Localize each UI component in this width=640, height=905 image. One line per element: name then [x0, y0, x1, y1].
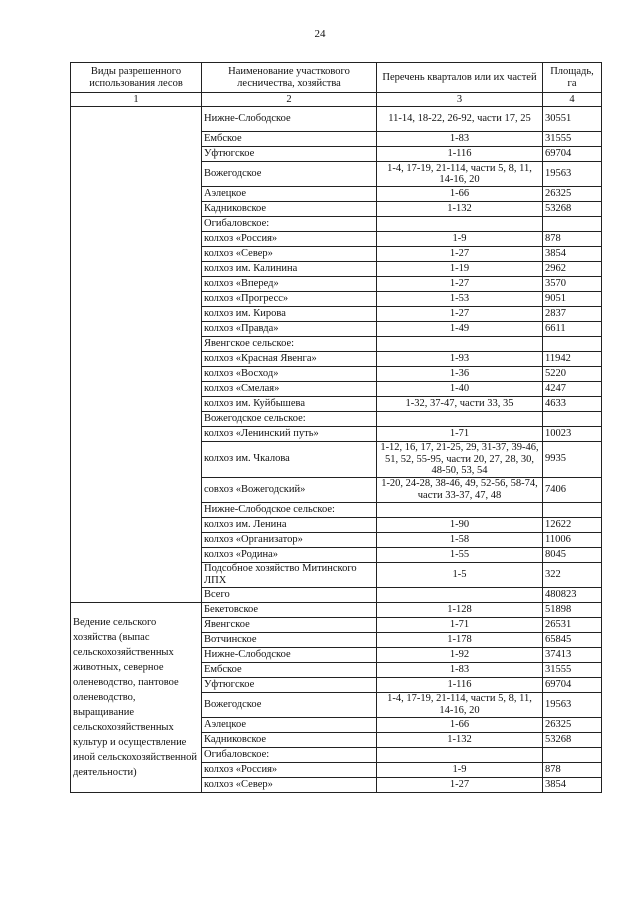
- forest-use-table: [70, 62, 602, 793]
- forestry-name-cell: Огибаловское:: [202, 747, 377, 762]
- forestry-name-cell: колхоз «Ленинский путь»: [202, 427, 377, 442]
- area-cell: 6611: [543, 322, 602, 337]
- forestry-name-cell: Огибаловское:: [202, 217, 377, 232]
- quarters-cell: 1-5: [377, 562, 543, 587]
- quarters-cell: 1-19: [377, 262, 543, 277]
- forestry-name-cell: колхоз «Красная Явенга»: [202, 352, 377, 367]
- forestry-name-cell: Бекетовское: [202, 602, 377, 617]
- area-cell: 9051: [543, 292, 602, 307]
- forestry-name-cell: Кадниковское: [202, 202, 377, 217]
- quarters-cell: 1-27: [377, 277, 543, 292]
- forestry-name-cell: Подсобное хозяйство Митинского ЛПХ: [202, 562, 377, 587]
- quarters-cell: 1-55: [377, 547, 543, 562]
- forestry-name-cell: колхоз «Смелая»: [202, 382, 377, 397]
- forestry-name-cell: колхоз «Россия»: [202, 232, 377, 247]
- forestry-name-cell: Кадниковское: [202, 732, 377, 747]
- quarters-cell: 1-66: [377, 187, 543, 202]
- forestry-name-cell: совхоз «Вожегодский»: [202, 477, 377, 502]
- quarters-cell: 1-93: [377, 352, 543, 367]
- area-cell: 878: [543, 762, 602, 777]
- quarters-cell: 1-71: [377, 427, 543, 442]
- forestry-name-cell: колхоз «Прогресс»: [202, 292, 377, 307]
- quarters-cell: 1-83: [377, 132, 543, 147]
- quarters-cell: 1-4, 17-19, 21-114, части 5, 8, 11, 14-16, 20: [377, 162, 543, 187]
- quarters-cell: 1-27: [377, 777, 543, 792]
- area-cell: 7406: [543, 477, 602, 502]
- area-cell: 69704: [543, 677, 602, 692]
- column-index: 4: [543, 93, 602, 107]
- forestry-name-cell: Вожегодское сельское:: [202, 412, 377, 427]
- quarters-cell: 1-40: [377, 382, 543, 397]
- quarters-cell: 1-58: [377, 532, 543, 547]
- quarters-cell: 1-36: [377, 367, 543, 382]
- area-cell: 37413: [543, 647, 602, 662]
- forestry-name-cell: колхоз «Организатор»: [202, 532, 377, 547]
- forestry-name-cell: Нижне-Слободское: [202, 107, 377, 132]
- forestry-name-cell: колхоз «Вперед»: [202, 277, 377, 292]
- quarters-cell: 1-4, 17-19, 21-114, части 5, 8, 11, 14-16, 20: [377, 692, 543, 717]
- quarters-cell: 1-20, 24-28, 38-46, 49, 52-56, 58-74, части 33-37, 47, 48: [377, 477, 543, 502]
- quarters-cell: 1-27: [377, 307, 543, 322]
- area-cell: 11942: [543, 352, 602, 367]
- column-index: 1: [71, 93, 202, 107]
- forestry-name-cell: Явенгское: [202, 617, 377, 632]
- area-cell: 31555: [543, 662, 602, 677]
- quarters-cell: 11-14, 18-22, 26-92, части 17, 25: [377, 107, 543, 132]
- area-cell: 65845: [543, 632, 602, 647]
- area-cell: 322: [543, 562, 602, 587]
- area-cell: 19563: [543, 692, 602, 717]
- area-cell: 30551: [543, 107, 602, 132]
- area-cell: 53268: [543, 202, 602, 217]
- forestry-name-cell: колхоз им. Кирова: [202, 307, 377, 322]
- forestry-name-cell: Аэлецкое: [202, 717, 377, 732]
- quarters-cell: 1-66: [377, 717, 543, 732]
- area-cell: 53268: [543, 732, 602, 747]
- area-cell: [543, 217, 602, 232]
- forestry-name-cell: Ембское: [202, 132, 377, 147]
- quarters-cell: 1-32, 37-47, части 33, 35: [377, 397, 543, 412]
- area-cell: 3854: [543, 777, 602, 792]
- use-type-cell: [71, 107, 202, 603]
- forestry-name-cell: Вожегодское: [202, 692, 377, 717]
- area-cell: 3854: [543, 247, 602, 262]
- table-row: [71, 602, 602, 617]
- column-index-row: [71, 93, 602, 107]
- area-cell: 69704: [543, 147, 602, 162]
- forestry-name-cell: Нижне-Слободское: [202, 647, 377, 662]
- quarters-cell: [377, 747, 543, 762]
- quarters-cell: 1-49: [377, 322, 543, 337]
- quarters-cell: 1-9: [377, 232, 543, 247]
- area-cell: 26325: [543, 717, 602, 732]
- forestry-name-cell: Уфтюгское: [202, 677, 377, 692]
- area-cell: 878: [543, 232, 602, 247]
- forestry-name-cell: колхоз им. Чкалова: [202, 442, 377, 478]
- forestry-name-cell: колхоз им. Ленина: [202, 517, 377, 532]
- quarters-cell: [377, 502, 543, 517]
- area-cell: [543, 412, 602, 427]
- area-cell: 51898: [543, 602, 602, 617]
- quarters-cell: 1-116: [377, 677, 543, 692]
- forestry-name-cell: колхоз «Север»: [202, 247, 377, 262]
- quarters-cell: [377, 337, 543, 352]
- area-cell: 9935: [543, 442, 602, 478]
- forestry-name-cell: Уфтюгское: [202, 147, 377, 162]
- forestry-name-cell: Аэлецкое: [202, 187, 377, 202]
- forestry-name-cell: Нижне-Слободское сельское:: [202, 502, 377, 517]
- area-cell: 4633: [543, 397, 602, 412]
- use-type-cell: Ведение сельского хозяйства (выпас сельскохозяйственных животных, северное оленеводство, пантовое оленеводство, выращивание сельскохозяйственных культур и осуществление иной сельскохозяйственной деятельности): [71, 602, 202, 792]
- quarters-cell: 1-92: [377, 647, 543, 662]
- forestry-name-cell: колхоз «Правда»: [202, 322, 377, 337]
- table-header-row: [71, 63, 602, 93]
- area-cell: 8045: [543, 547, 602, 562]
- area-cell: 31555: [543, 132, 602, 147]
- quarters-cell: 1-27: [377, 247, 543, 262]
- area-cell: 19563: [543, 162, 602, 187]
- forestry-name-cell: колхоз «Россия»: [202, 762, 377, 777]
- page-number: 24: [314, 28, 326, 40]
- area-cell: [543, 747, 602, 762]
- area-cell: 12622: [543, 517, 602, 532]
- forestry-name-cell: Ембское: [202, 662, 377, 677]
- column-index: 3: [377, 93, 543, 107]
- forestry-name-cell: Вотчинское: [202, 632, 377, 647]
- forestry-name-cell: колхоз «Восход»: [202, 367, 377, 382]
- forestry-name-cell: колхоз им. Калинина: [202, 262, 377, 277]
- quarters-cell: 1-90: [377, 517, 543, 532]
- quarters-cell: [377, 587, 543, 602]
- area-cell: 4247: [543, 382, 602, 397]
- area-cell: 10023: [543, 427, 602, 442]
- area-cell: 11006: [543, 532, 602, 547]
- area-cell: 5220: [543, 367, 602, 382]
- forestry-name-cell: Явенгское сельское:: [202, 337, 377, 352]
- quarters-cell: [377, 217, 543, 232]
- header-area: Площадь, га: [543, 63, 602, 93]
- forestry-name-cell: Всего: [202, 587, 377, 602]
- quarters-cell: 1-9: [377, 762, 543, 777]
- area-cell: 480823: [543, 587, 602, 602]
- area-cell: 26531: [543, 617, 602, 632]
- header-use-type: Виды разрешенного использования лесов: [71, 63, 202, 93]
- quarters-cell: 1-71: [377, 617, 543, 632]
- table-row: [71, 107, 602, 132]
- header-forestry-name: Наименование участкового лесничества, хозяйства: [202, 63, 377, 93]
- forestry-name-cell: колхоз им. Куйбышева: [202, 397, 377, 412]
- quarters-cell: 1-53: [377, 292, 543, 307]
- quarters-cell: 1-132: [377, 202, 543, 217]
- area-cell: 3570: [543, 277, 602, 292]
- quarters-cell: [377, 412, 543, 427]
- area-cell: 26325: [543, 187, 602, 202]
- forestry-name-cell: колхоз «Родина»: [202, 547, 377, 562]
- forestry-name-cell: колхоз «Север»: [202, 777, 377, 792]
- column-index: 2: [202, 93, 377, 107]
- quarters-cell: 1-12, 16, 17, 21-25, 29, 31-37, 39-46, 51, 52, 55-95, части 20, 27, 28, 30, 48-50, 53, 54: [377, 442, 543, 478]
- quarters-cell: 1-132: [377, 732, 543, 747]
- quarters-cell: 1-83: [377, 662, 543, 677]
- forestry-name-cell: Вожегодское: [202, 162, 377, 187]
- quarters-cell: 1-178: [377, 632, 543, 647]
- area-cell: 2962: [543, 262, 602, 277]
- quarters-cell: 1-116: [377, 147, 543, 162]
- table-body: [71, 107, 602, 793]
- header-quarters-list: Перечень кварталов или их частей: [377, 63, 543, 93]
- quarters-cell: 1-128: [377, 602, 543, 617]
- area-cell: 2837: [543, 307, 602, 322]
- area-cell: [543, 337, 602, 352]
- area-cell: [543, 502, 602, 517]
